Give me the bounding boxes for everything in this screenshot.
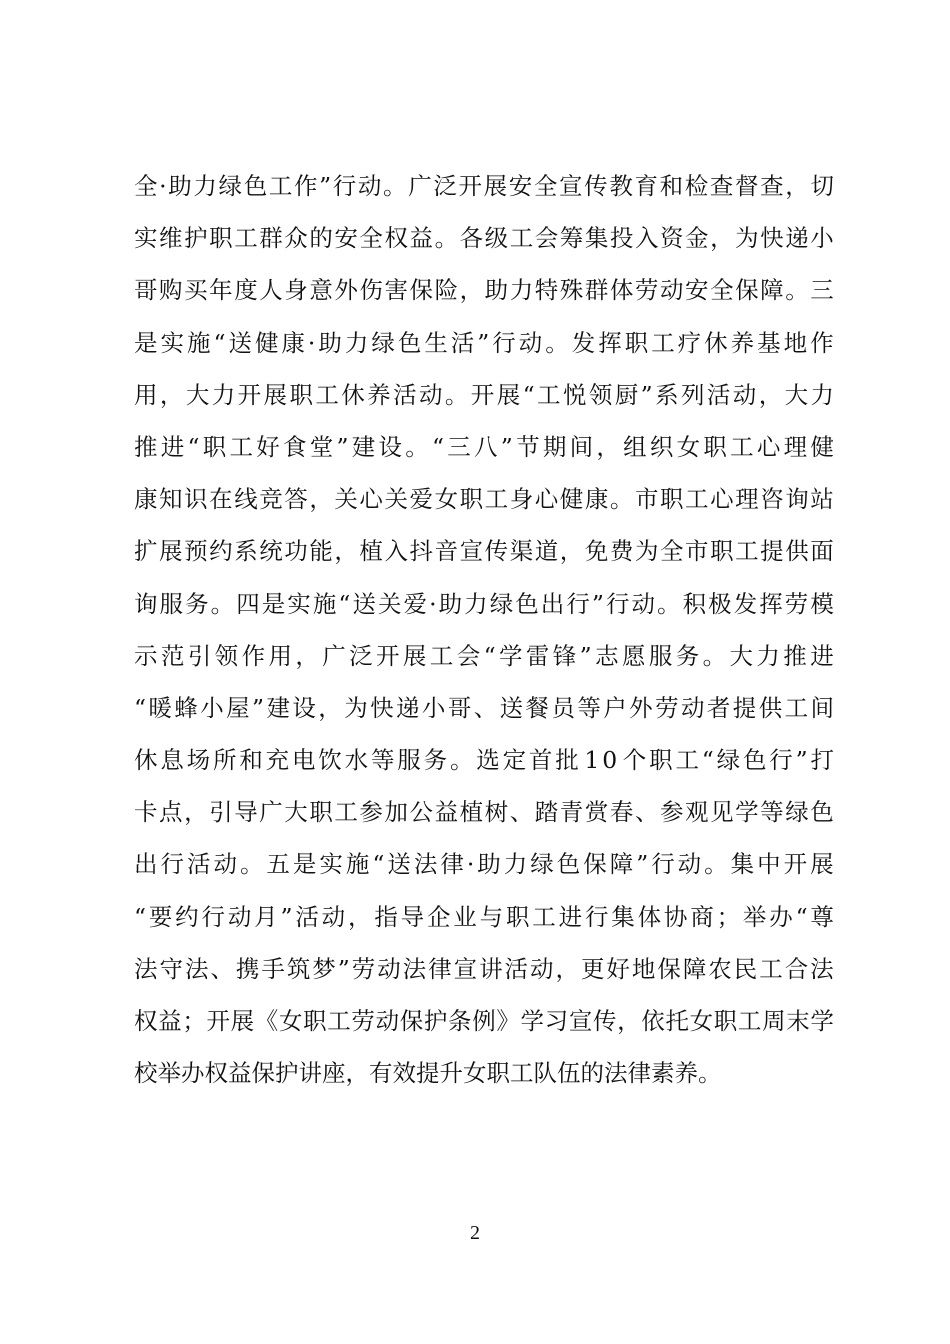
text-line: “ 要 约 行 动 月 ” 活 动 ， 指 导 企 业 与 职 工 进 行 集 体 协 商 ； 举 办 “ 尊 xyxy=(134,902,834,931)
text-line: 哥 购 买 年 度 人 身 意 外 伤 害 保 险 ， 助 力 特 殊 群 体 劳 动 安 全 保 障 。 三 xyxy=(134,276,834,305)
text-line: 卡 点 ， 引 导 广 大 职 工 参 加 公 益 植 树 、 踏 青 赏 春 、 参 观 见 学 等 绿 色 xyxy=(134,798,834,827)
text-line: 校举办权益保护讲座，有效提升女职工队伍的法律素养。 xyxy=(134,1059,722,1088)
text-line: 示 范 引 领 作 用 ， 广 泛 开 展 工 会 “ 学 雷 锋 ” 志 愿 服 务 。 大 力 推 进 xyxy=(134,641,834,670)
text-line: 推 进 “ 职 工 好 食 堂 ” 建 设 。 “ 三 八 ” 节 期 间 ， 组 织 女 职 工 心 理 健 xyxy=(134,432,834,461)
text-line: 扩 展 预 约 系 统 功 能 ， 植 入 抖 音 宣 传 渠 道 ， 免 费 为 全 市 职 工 提 供 面 xyxy=(134,537,834,566)
body-text xyxy=(134,160,834,1099)
text-line: 休 息 场 所 和 充 电 饮 水 等 服 务 。 选 定 首 批 1 0 个 职 工 “ 绿 色 行 ” 打 xyxy=(134,746,834,775)
text-line: 询 服 务 。 四 是 实 施 “ 送 关 爱 · 助 力 绿 色 出 行 ” 行 动 。 积 极 发 挥 劳 模 xyxy=(134,589,834,618)
text-line: 法 守 法 、 携 手 筑 梦 ” 劳 动 法 律 宣 讲 活 动 ， 更 好 地 保 障 农 民 工 合 法 xyxy=(134,954,834,983)
text-line: 权 益 ； 开 展 《 女 职 工 劳 动 保 护 条 例 》 学 习 宣 传 ， 依 托 女 职 工 周 末 学 xyxy=(134,1007,834,1035)
text-line: 出 行 活 动 。 五 是 实 施 “ 送 法 律 · 助 力 绿 色 保 障 ” 行 动 。 集 中 开 展 xyxy=(134,850,834,879)
text-line: 实 维 护 职 工 群 众 的 安 全 权 益 。 各 级 工 会 筹 集 投 入 资 金 ， 为 快 递 小 xyxy=(134,224,834,253)
text-line: “ 暖 蜂 小 屋 ” 建 设 ， 为 快 递 小 哥 、 送 餐 员 等 户 外 劳 动 者 提 供 工 间 xyxy=(134,693,834,722)
page-number: 2 xyxy=(470,1222,480,1244)
text-line: 用 ， 大 力 开 展 职 工 休 养 活 动 。 开 展 “ 工 悦 领 厨 ” 系 列 活 动 ， 大 力 xyxy=(134,380,834,409)
text-line: 全 · 助 力 绿 色 工 作 ” 行 动 。 广 泛 开 展 安 全 宣 传 教 育 和 检 查 督 查 ， 切 xyxy=(134,172,834,200)
text-line: 是 实 施 “ 送 健 康 · 助 力 绿 色 生 活 ” 行 动 。 发 挥 职 工 疗 休 养 基 地 作 xyxy=(134,328,834,357)
text-line: 康 知 识 在 线 竞 答 ， 关 心 关 爱 女 职 工 身 心 健 康 。 市 职 工 心 理 咨 询 站 xyxy=(134,485,834,514)
